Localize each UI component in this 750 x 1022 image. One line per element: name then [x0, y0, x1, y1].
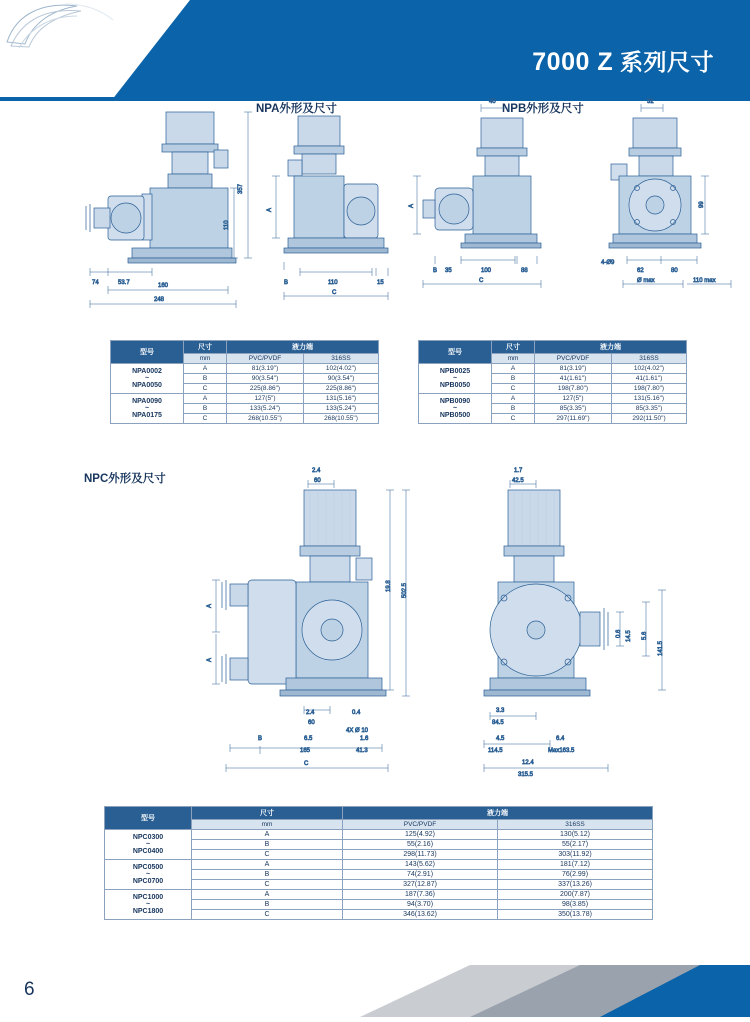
- cell-pvc: 298(11.73): [343, 850, 498, 860]
- svg-text:C: C: [479, 278, 484, 284]
- cell-dim: C: [184, 384, 227, 394]
- cell-pvc: 81(3.19"): [227, 364, 304, 374]
- svg-text:315.5: 315.5: [518, 772, 534, 778]
- npc-model-1-line2: ~: [145, 871, 151, 878]
- cell-pvc: 81(3.19"): [535, 364, 612, 374]
- cell-dim: B: [192, 870, 343, 880]
- npc-dimension-table: [104, 806, 653, 920]
- cell-ss: 130(5.12): [498, 830, 653, 840]
- cell-dim: B: [192, 900, 343, 910]
- svg-text:248: 248: [154, 297, 165, 303]
- svg-text:B: B: [284, 280, 289, 286]
- npc-model-2: [105, 890, 192, 920]
- cell-pvc: 85(3.35"): [535, 404, 612, 414]
- cell-ss: 131(5.16"): [612, 394, 687, 404]
- npc-model-1-line3: NPC0700: [132, 878, 164, 885]
- npc-model-2-line3: NPC1800: [132, 908, 164, 915]
- npa-model-1-line1: NPA0090: [132, 398, 162, 405]
- cell-dim: C: [192, 880, 343, 890]
- npa-th-pvc: PVC/PVDF: [227, 354, 304, 364]
- npc-th-ss: 316SS: [498, 820, 653, 830]
- npa-model-0-line1: NPA0002: [132, 368, 162, 375]
- npa-th-unit: mm: [184, 354, 227, 364]
- npc-drawing-left: [200, 462, 420, 792]
- cell-ss: 181(7.12): [498, 860, 653, 870]
- svg-text:32: 32: [647, 99, 654, 105]
- cell-dim: B: [184, 404, 227, 414]
- svg-text:5.6: 5.6: [642, 631, 648, 640]
- svg-text:62: 62: [637, 268, 644, 274]
- cell-dim: C: [492, 414, 535, 424]
- cell-pvc: 198(7.80"): [535, 384, 612, 394]
- table-row: [105, 860, 653, 870]
- cell-dim: B: [492, 404, 535, 414]
- npc-table: [104, 806, 653, 920]
- npa-model-0-line3: NPA0050: [132, 382, 162, 389]
- cell-dim: A: [492, 394, 535, 404]
- npa-th-ss: 316SS: [304, 354, 379, 364]
- svg-text:A: A: [207, 603, 213, 608]
- cell-dim: A: [192, 830, 343, 840]
- svg-text:99: 99: [699, 201, 705, 208]
- npc-th-size: 尺寸: [192, 807, 343, 820]
- cell-dim: A: [184, 364, 227, 374]
- npb-th-size: 尺寸: [492, 341, 535, 354]
- cell-dim: A: [192, 890, 343, 900]
- svg-text:6.4: 6.4: [556, 736, 565, 742]
- npa-model-1-line3: NPA0175: [132, 412, 162, 419]
- cell-dim: A: [192, 860, 343, 870]
- svg-text:100: 100: [481, 268, 492, 274]
- svg-text:60: 60: [314, 478, 321, 484]
- header-rule: [0, 97, 750, 101]
- npc-model-2-line2: ~: [145, 901, 151, 908]
- npc-model-1: [105, 860, 192, 890]
- npc-th-pvc: PVC/PVDF: [343, 820, 498, 830]
- svg-text:88: 88: [521, 268, 528, 274]
- svg-text:35: 35: [445, 268, 452, 274]
- svg-text:160: 160: [158, 283, 169, 289]
- svg-text:B: B: [433, 268, 438, 274]
- npb-th-model: 型号: [419, 341, 492, 364]
- cell-dim: C: [192, 910, 343, 920]
- cell-ss: 85(3.35"): [612, 404, 687, 414]
- svg-text:4.5: 4.5: [496, 736, 505, 742]
- svg-text:1.6: 1.6: [360, 736, 369, 742]
- svg-text:53.7: 53.7: [118, 280, 130, 286]
- cell-pvc: 55(2.16): [343, 840, 498, 850]
- svg-text:2.4: 2.4: [306, 710, 315, 716]
- svg-text:12.4: 12.4: [522, 760, 534, 766]
- svg-text:110: 110: [328, 280, 338, 286]
- npc-th-liquid-end: 液力端: [343, 807, 653, 820]
- water-swoosh-icon: [5, 2, 115, 50]
- cell-dim: A: [184, 394, 227, 404]
- svg-text:Ø max: Ø max: [637, 278, 655, 284]
- npb-model-1-line2: ~: [452, 405, 458, 412]
- cell-ss: 90(3.54"): [304, 374, 379, 384]
- npa-model-0: [111, 364, 184, 394]
- npb-drawing: [405, 99, 740, 329]
- cell-pvc: 297(11.69"): [535, 414, 612, 424]
- npb-model-0-line3: NPB0050: [439, 382, 471, 389]
- npb-model-1: [419, 394, 492, 424]
- cell-ss: 41(1.61"): [612, 374, 687, 384]
- cell-pvc: 41(1.61"): [535, 374, 612, 384]
- svg-text:110: 110: [224, 220, 230, 230]
- svg-text:40: 40: [489, 99, 496, 105]
- svg-text:165: 165: [300, 748, 311, 754]
- npa-model-0-line2: ~: [144, 375, 150, 382]
- cell-pvc: 90(3.54"): [227, 374, 304, 384]
- svg-text:60: 60: [308, 720, 315, 726]
- npa-model-1: [111, 394, 184, 424]
- table-row: [419, 364, 687, 374]
- svg-text:502.5: 502.5: [402, 582, 408, 598]
- svg-text:B: B: [258, 736, 263, 742]
- cell-pvc: 187(7.36): [343, 890, 498, 900]
- npb-model-0-line1: NPB0025: [439, 368, 471, 375]
- cell-ss: 98(3.85): [498, 900, 653, 910]
- npc-model-1-line1: NPC0500: [132, 864, 164, 871]
- npa-dimension-table: [110, 340, 379, 424]
- svg-text:1.7: 1.7: [514, 468, 523, 474]
- cell-ss: 102(4.02"): [612, 364, 687, 374]
- cell-ss: 292(11.50"): [612, 414, 687, 424]
- cell-dim: C: [192, 850, 343, 860]
- svg-text:0.6: 0.6: [616, 629, 622, 638]
- npb-model-1-line1: NPB0090: [439, 398, 471, 405]
- table-row: [111, 364, 379, 374]
- npc-th-unit: mm: [192, 820, 343, 830]
- table-row: [105, 890, 653, 900]
- footer-graphic: [0, 965, 750, 1017]
- npb-model-0: [419, 364, 492, 394]
- svg-text:2.4: 2.4: [312, 468, 321, 474]
- npa-th-liquid-end: 液力端: [227, 341, 379, 354]
- svg-text:6.5: 6.5: [304, 736, 313, 742]
- npa-table: [110, 340, 379, 424]
- cell-pvc: 327(12.87): [343, 880, 498, 890]
- svg-text:C: C: [332, 290, 337, 296]
- svg-text:A: A: [409, 203, 415, 208]
- npc-caption: NPC外形及尺寸: [84, 473, 166, 485]
- svg-text:42.5: 42.5: [512, 478, 524, 484]
- page-title: [532, 44, 714, 77]
- table-row: [111, 394, 379, 404]
- npb-model-1-line3: NPB0500: [439, 412, 471, 419]
- npc-model-0-line2: ~: [145, 841, 151, 848]
- cell-pvc: 133(5.24"): [227, 404, 304, 414]
- npc-model-0-line3: NPC0400: [132, 848, 164, 855]
- cell-ss: 76(2.99): [498, 870, 653, 880]
- cell-pvc: 125(4.92): [343, 830, 498, 840]
- cell-pvc: 143(5.62): [343, 860, 498, 870]
- npc-model-0: [105, 830, 192, 860]
- cell-dim: B: [184, 374, 227, 384]
- cell-dim: B: [192, 840, 343, 850]
- cell-dim: A: [492, 364, 535, 374]
- table-row: [419, 394, 687, 404]
- svg-text:4-Ø9: 4-Ø9: [601, 260, 615, 266]
- cell-dim: C: [184, 414, 227, 424]
- svg-text:110 max: 110 max: [693, 278, 716, 284]
- cell-pvc: 225(8.86"): [227, 384, 304, 394]
- npc-model-2-line1: NPC1000: [132, 894, 164, 901]
- cell-pvc: 94(3.70): [343, 900, 498, 910]
- svg-text:A: A: [207, 657, 213, 662]
- npb-table: [418, 340, 687, 424]
- npc-drawing-right: [460, 462, 690, 792]
- svg-text:84.5: 84.5: [492, 720, 504, 726]
- svg-text:357: 357: [238, 183, 244, 194]
- npb-caption: NPB外形及尺寸: [502, 103, 584, 115]
- svg-text:C: C: [304, 761, 309, 767]
- npb-model-0-line2: ~: [452, 375, 458, 382]
- svg-text:114.5: 114.5: [488, 748, 503, 754]
- cell-pvc: 127(5"): [227, 394, 304, 404]
- cell-ss: 350(13.78): [498, 910, 653, 920]
- page-title-main: 7000 Z: [532, 48, 614, 76]
- npa-model-1-line2: ~: [144, 405, 150, 412]
- page-footer: [0, 965, 750, 1017]
- cell-pvc: 268(10.55"): [227, 414, 304, 424]
- cell-ss: 303(11.92): [498, 850, 653, 860]
- table-row: [105, 830, 653, 840]
- cell-ss: 268(10.55"): [304, 414, 379, 424]
- npb-th-pvc: PVC/PVDF: [535, 354, 612, 364]
- cell-pvc: 346(13.62): [343, 910, 498, 920]
- npb-th-ss: 316SS: [612, 354, 687, 364]
- svg-text:14.5: 14.5: [626, 630, 632, 642]
- cell-ss: 131(5.16"): [304, 394, 379, 404]
- svg-text:3.3: 3.3: [496, 708, 505, 714]
- cell-ss: 55(2.17): [498, 840, 653, 850]
- svg-text:0.4: 0.4: [352, 710, 361, 716]
- svg-text:4X Ø 10: 4X Ø 10: [346, 728, 369, 734]
- cell-dim: B: [492, 374, 535, 384]
- npa-drawing: [62, 104, 392, 329]
- page-number: 6: [24, 979, 35, 1000]
- svg-text:41.3: 41.3: [356, 748, 368, 754]
- npb-dimension-table: [418, 340, 687, 424]
- npb-th-liquid-end: 液力端: [535, 341, 687, 354]
- cell-ss: 133(5.24"): [304, 404, 379, 414]
- svg-text:141.5: 141.5: [658, 640, 664, 656]
- npc-model-0-line1: NPC0300: [132, 834, 164, 841]
- svg-text:Max163.5: Max163.5: [548, 748, 575, 754]
- svg-text:80: 80: [671, 268, 678, 274]
- cell-ss: 102(4.02"): [304, 364, 379, 374]
- npa-th-size: 尺寸: [184, 341, 227, 354]
- cell-ss: 198(7.80"): [612, 384, 687, 394]
- svg-text:19.8: 19.8: [386, 580, 392, 592]
- npa-caption: NPA外形及尺寸: [256, 103, 337, 115]
- svg-text:A: A: [267, 207, 273, 212]
- svg-text:15: 15: [377, 280, 384, 286]
- npb-th-unit: mm: [492, 354, 535, 364]
- npa-th-model: 型号: [111, 341, 184, 364]
- cell-ss: 337(13.26): [498, 880, 653, 890]
- cell-pvc: 74(2.91): [343, 870, 498, 880]
- cell-ss: 225(8.86"): [304, 384, 379, 394]
- cell-pvc: 127(5"): [535, 394, 612, 404]
- svg-text:74: 74: [92, 280, 99, 286]
- page-header: [0, 0, 750, 97]
- page-title-rest: 系列尺寸: [613, 49, 714, 75]
- cell-dim: C: [492, 384, 535, 394]
- npc-th-model: 型号: [105, 807, 192, 830]
- cell-ss: 200(7.87): [498, 890, 653, 900]
